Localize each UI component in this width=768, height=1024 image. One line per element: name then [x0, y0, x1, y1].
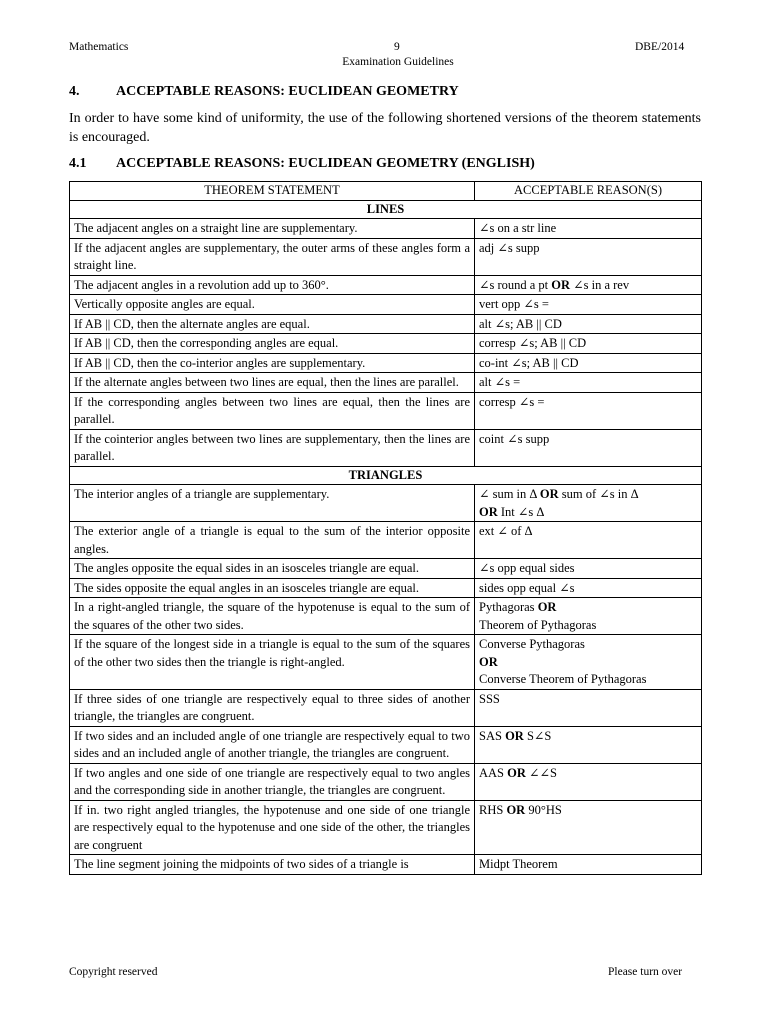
statement-cell: If AB || CD, then the co-interior angles are supplementary.: [70, 353, 475, 373]
or-keyword: OR: [537, 600, 557, 614]
or-keyword: OR: [539, 487, 559, 501]
reason-text: S∠S: [523, 728, 552, 743]
statement-cell: If the cointerior angles between two lines are supplementary, then the lines are parallel.: [70, 429, 475, 466]
lines-heading: LINES: [70, 200, 702, 219]
table-row: [70, 598, 702, 635]
table-row: [70, 219, 702, 239]
statement-cell: The sides opposite the equal angles in an isosceles triangle are equal.: [70, 578, 475, 598]
statement-cell: The adjacent angles in a revolution add up to 360°.: [70, 275, 475, 295]
section-41-title: ACCEPTABLE REASONS: EUCLIDEAN GEOMETRY (ENGLISH): [116, 156, 535, 171]
reason-cell: [475, 763, 702, 800]
table-row: [70, 635, 702, 690]
statement-cell: If the corresponding angles between two lines are equal, then the lines are parallel.: [70, 392, 475, 429]
section-4-number: 4.: [69, 84, 80, 99]
footer-copyright: Copyright reserved: [69, 966, 158, 978]
table-row: [70, 800, 702, 855]
table-row: [70, 689, 702, 726]
triangles-heading: TRIANGLES: [70, 466, 702, 485]
table-row: [70, 295, 702, 315]
reason-cell: ext ∠ of Δ: [475, 522, 702, 559]
reason-cell: SSS: [475, 689, 702, 726]
reason-text: RHS: [479, 802, 507, 817]
reason-cell: [475, 275, 702, 295]
reason-text: ∠∠S: [525, 765, 557, 780]
triangles-heading-row: [70, 466, 702, 485]
reason-cell: co-int ∠s; AB || CD: [475, 353, 702, 373]
statement-cell: In a right-angled triangle, the square of the hypotenuse is equal to the sum of the squares of the other two sides.: [70, 598, 475, 635]
lines-heading-row: [70, 200, 702, 219]
theorem-statement-header: THEOREM STATEMENT: [70, 182, 475, 201]
statement-cell: The angles opposite the equal sides in an isosceles triangle are equal.: [70, 559, 475, 579]
reason-cell: adj ∠s supp: [475, 238, 702, 275]
statement-cell: The adjacent angles on a straight line are supplementary.: [70, 219, 475, 239]
table-row: [70, 522, 702, 559]
reason-text: Converse Pythagoras: [479, 637, 585, 651]
statement-cell: If the alternate angles between two lines are equal, then the lines are parallel.: [70, 373, 475, 393]
reason-cell: coint ∠s supp: [475, 429, 702, 466]
statement-cell: If two sides and an included angle of one triangle are respectively equal to two sides and an included angle of another triangle, the triangles are congruent.: [70, 726, 475, 763]
reason-cell: corresp ∠s; AB || CD: [475, 334, 702, 354]
or-keyword: OR: [479, 504, 498, 519]
statement-cell: The line segment joining the midpoints of two sides of a triangle is: [70, 855, 475, 875]
statement-cell: The exterior angle of a triangle is equal to the sum of the interior opposite angles.: [70, 522, 475, 559]
reason-text: Converse Theorem of Pythagoras: [479, 672, 647, 686]
table-row: [70, 485, 702, 522]
table-row: [70, 726, 702, 763]
statement-cell: If the square of the longest side in a triangle is equal to the sum of the squares of the other two sides then the triangle is right-angled.: [70, 635, 475, 690]
footer-turn-over: Please turn over: [608, 966, 683, 978]
reason-cell: sides opp equal ∠s: [475, 578, 702, 598]
reason-cell: alt ∠s =: [475, 373, 702, 393]
reason-cell: [475, 598, 702, 635]
statement-cell: Vertically opposite angles are equal.: [70, 295, 475, 315]
reason-cell: alt ∠s; AB || CD: [475, 314, 702, 334]
statement-cell: If the adjacent angles are supplementary, the outer arms of these angles form a straight line.: [70, 238, 475, 275]
statement-cell: If three sides of one triangle are respectively equal to three sides of another triangle, the triangles are congruent.: [70, 689, 475, 726]
section-4-title: ACCEPTABLE REASONS: EUCLIDEAN GEOMETRY: [116, 84, 459, 99]
statement-cell: If AB || CD, then the alternate angles are equal.: [70, 314, 475, 334]
reason-cell: [475, 635, 702, 690]
reason-cell: Midpt Theorem: [475, 855, 702, 875]
statement-cell: If in. two right angled triangles, the hypotenuse and one side of one triangle are respectively equal to the hypotenuse and one side of the other, the triangles are congruent: [70, 800, 475, 855]
table-row: [70, 314, 702, 334]
reason-cell: vert opp ∠s =: [475, 295, 702, 315]
reason-text: ∠ sum in Δ: [479, 487, 540, 501]
table-row: [70, 855, 702, 875]
reason-text: 90°HS: [525, 802, 562, 817]
table-row: [70, 334, 702, 354]
reason-cell: corresp ∠s =: [475, 392, 702, 429]
or-keyword: OR: [505, 728, 524, 743]
reason-text: AAS: [479, 765, 508, 780]
or-keyword: OR: [551, 277, 571, 292]
reason-text: SAS: [479, 728, 506, 743]
geometry-reasons-table: [69, 181, 702, 875]
statement-cell: If two angles and one side of one triangle are respectively equal to two angles and the corresponding side in another triangle, the triangles are congruent.: [70, 763, 475, 800]
reason-text: sum of ∠s in Δ: [558, 487, 639, 501]
header-subtitle: Examination Guidelines: [342, 56, 454, 68]
reason-cell: ∠s opp equal sides: [475, 559, 702, 579]
reason-cell: ∠s on a str line: [475, 219, 702, 239]
or-keyword: OR: [507, 765, 526, 780]
reason-text: ∠s in a rev: [570, 277, 630, 292]
statement-cell: If AB || CD, then the corresponding angles are equal.: [70, 334, 475, 354]
table-row: [70, 429, 702, 466]
table-row: [70, 275, 702, 295]
table-row: [70, 373, 702, 393]
section-4-intro: In order to have some kind of uniformity, the use of the following shortened versions of the theorem statements is encouraged.: [69, 111, 701, 145]
table-row: [70, 559, 702, 579]
reason-text: Theorem of Pythagoras: [479, 617, 597, 632]
reason-text: Int ∠s Δ: [497, 504, 545, 519]
reason-cell: [475, 800, 702, 855]
reason-text: ∠s round a pt: [479, 277, 552, 292]
reason-cell: [475, 485, 702, 522]
table-header-row: [70, 182, 702, 201]
reason-cell: [475, 726, 702, 763]
table-row: [70, 578, 702, 598]
table-row: [70, 238, 702, 275]
table-row: [70, 763, 702, 800]
acceptable-reasons-header: ACCEPTABLE REASON(S): [475, 182, 702, 201]
header-subject: Mathematics: [69, 41, 129, 53]
page-number: 9: [394, 41, 400, 53]
section-41-number: 4.1: [69, 156, 87, 171]
table-row: [70, 353, 702, 373]
header-code: DBE/2014: [635, 41, 685, 53]
table-row: [70, 392, 702, 429]
or-keyword: OR: [479, 654, 498, 669]
reason-text: Pythagoras: [479, 600, 538, 614]
or-keyword: OR: [506, 802, 526, 817]
statement-cell: The interior angles of a triangle are supplementary.: [70, 485, 475, 522]
